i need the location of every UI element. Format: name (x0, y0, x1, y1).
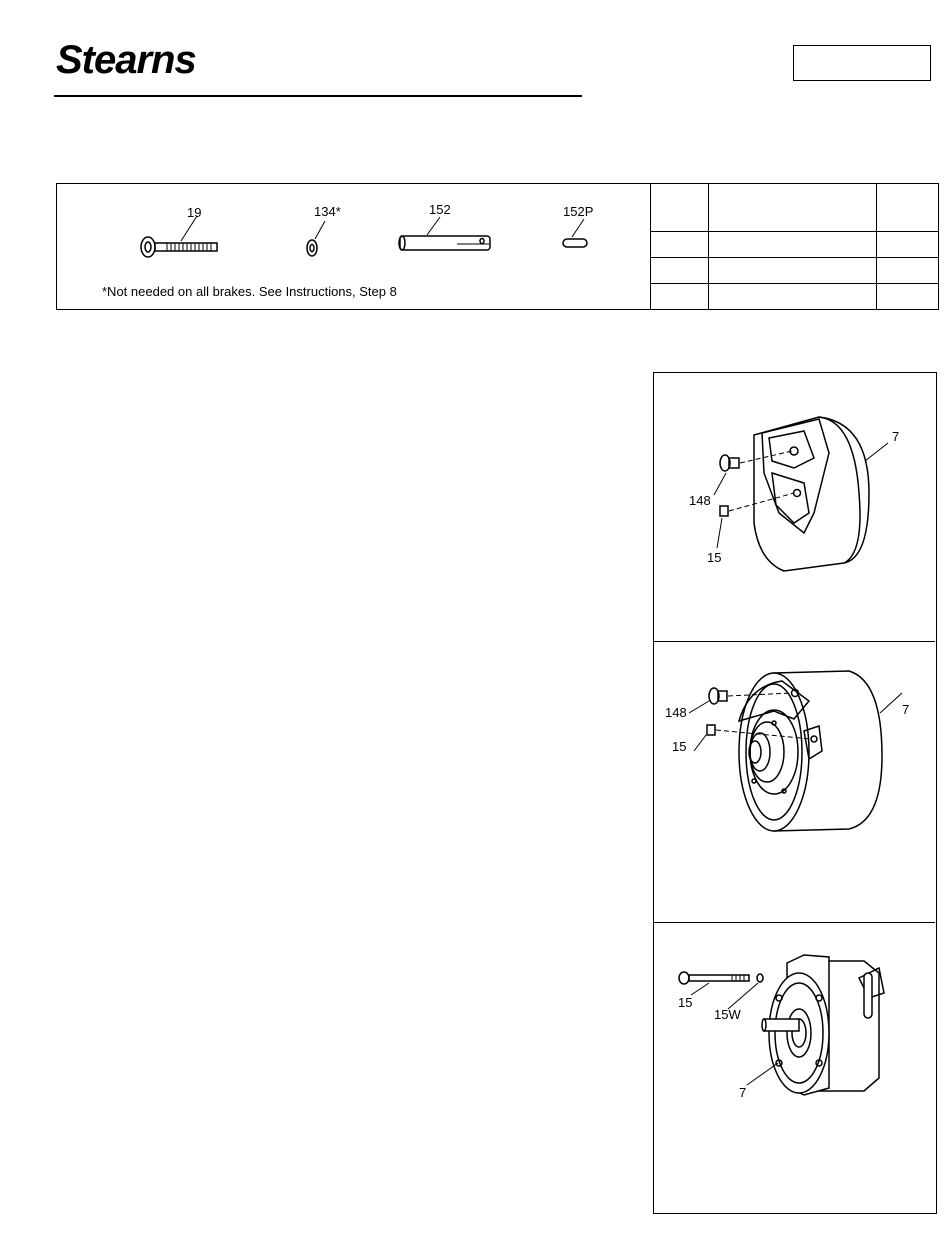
callout-15w: 15W (714, 1007, 741, 1022)
callout-148: 148 (665, 705, 687, 720)
callout-7: 7 (739, 1085, 747, 1100)
part-label-134: 134* (314, 204, 341, 219)
callout-15: 15 (672, 739, 687, 754)
pin-152p-icon (563, 219, 587, 247)
callout-7: 7 (892, 429, 900, 444)
table-row (651, 231, 939, 257)
parts-table (650, 184, 938, 310)
kit-contents-panel (56, 183, 939, 310)
brake-housing-front-drawing (654, 641, 935, 922)
shaft-152-icon (399, 217, 490, 250)
figure-2 (654, 641, 935, 923)
kit-footnote: *Not needed on all brakes. See Instructions, Step 8 (102, 284, 397, 299)
brand-logo: Stearns (56, 38, 196, 82)
part-label-19: 19 (187, 205, 202, 220)
callout-15: 15 (707, 550, 722, 565)
header-rule (54, 95, 582, 97)
table-row (651, 283, 939, 309)
brake-motor-assembly-drawing (654, 923, 935, 1213)
table-row (651, 257, 939, 283)
table-header-row (651, 184, 939, 231)
screw-19-icon (141, 216, 217, 257)
figure-1 (654, 373, 935, 642)
kit-parts-illustration (57, 184, 650, 308)
callout-7: 7 (902, 702, 910, 717)
callout-148: 148 (689, 493, 711, 508)
part-label-152p: 152P (563, 204, 594, 219)
figure-3 (654, 923, 935, 1213)
document-number-box (793, 45, 931, 81)
figures-column (653, 372, 937, 1214)
nut-134-icon (307, 221, 325, 256)
part-label-152: 152 (429, 202, 451, 217)
callout-15: 15 (678, 995, 693, 1010)
